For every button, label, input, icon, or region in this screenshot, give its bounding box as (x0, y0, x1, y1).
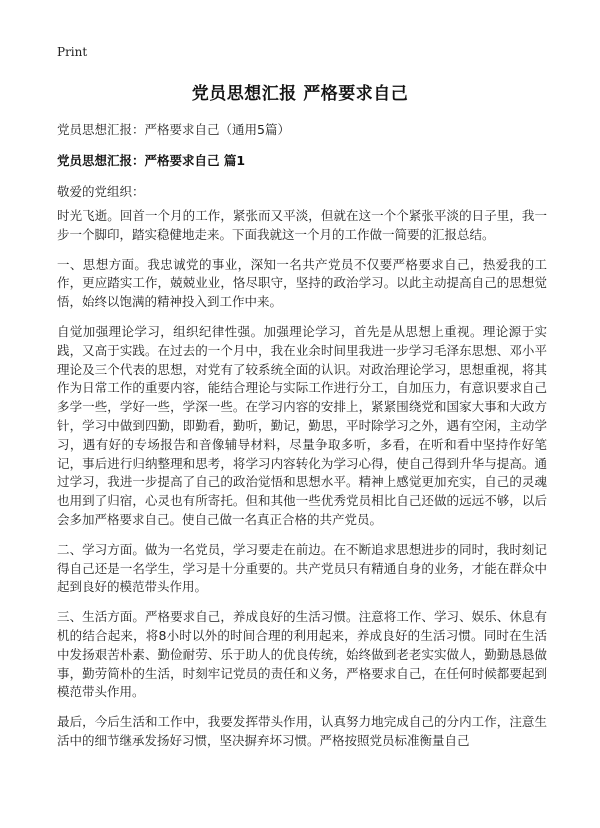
paragraph-ideology: 一、思想方面。我忠诚党的事业，深知一名共产党员不仅要严格要求自己，热爱我的工作，更应踏实工作，兢兢业业，恪尽职守，坚持的政治学习。以此主动提高自己的思想觉悟，始终以饱满的精神投入到工作中来。 (57, 256, 547, 310)
page-title: 党员思想汇报 严格要求自己 (191, 84, 409, 104)
paragraph-intro: 时光飞逝。回首一个月的工作，紧张而又平淡，但就在这一个个紧张平淡的日子里，我一步一个脚印，踏实稳健地走来。下面我就这一个月的工作做一简要的汇报总结。 (57, 208, 547, 242)
print-label: Print (57, 45, 88, 59)
section-heading: 党员思想汇报：严格要求自己 篇1 (57, 153, 246, 168)
paragraph-closing: 最后，今后生活和工作中，我要发挥带头作用，认真努力地完成自己的分内工作，注意生活中的细节继承发扬好习惯，坚决摒弃坏习惯。严格按照党员标准衡量自己 (57, 714, 547, 748)
paragraph-life: 三、生活方面。严格要求自己，养成良好的生活习惯。注意将工作、学习、娱乐、休息有机的结合起来，将8小时以外的时间合理的利用起来，养成良好的生活习惯。同时在生活中发扬艰苦朴素、勤俭耐劳、乐于助人的优良传统，始终做到老老实实做人，勤勤恳恳做事，勤劳简朴的生活，时刻牢记党员的责任和义务，严格要求自己，在任何时候都要起到模范带头作用。 (57, 609, 547, 700)
paragraph-theory-study: 自觉加强理论学习，组织纪律性强。加强理论学习，首先是从思想上重视。理论源于实践，又高于实践。在过去的一个月中，我在业余时间里我进一步学习毛泽东思想、邓小平理论及三个代表的思想，对党有了较系统全面的认识。对政治理论学习，思想重视，将其作为日常工作的重要内容，能结合理论与实际工作进行分工，自加压力，有意识要求自己多学一些，学好一些，学深一些。在学习内容的安排上，紧紧围绕党和国家大事和大政方针，学习中做到四勤，即勤看，勤听，勤记，勤思，平时除学习之外，遇有空闲，主动学习，遇有好的专场报告和音像辅导材料，尽量争取多听，多看，在听和看中坚持作好笔记，事后进行归纳整理和思考，将学习内容转化为学习心得，使自己得到升华与提高。通过学习，我进一步提高了自己的政治觉悟和思想水平。精神上感觉更加充实，自己的灵魂也用到了归宿，心灵也有所寄托。但和其他一些优秀党员相比自己还做的远远不够，以后会多加严格要求自己。使自己做一名真正合格的共产党员。 (57, 323, 547, 527)
document-subtitle: 党员思想汇报：严格要求自己（通用5篇） (57, 122, 290, 137)
body-text (57, 207, 547, 762)
paragraph-learning: 二、学习方面。做为一名党员，学习要走在前边。在不断追求思想进步的同时，我时刻记得自己还是一名学生，学习是十分重要的。共产党员只有精通自身的业务，才能在群众中起到良好的模范带头作用。 (57, 541, 547, 595)
salutation: 敬爱的党组织： (57, 184, 145, 199)
